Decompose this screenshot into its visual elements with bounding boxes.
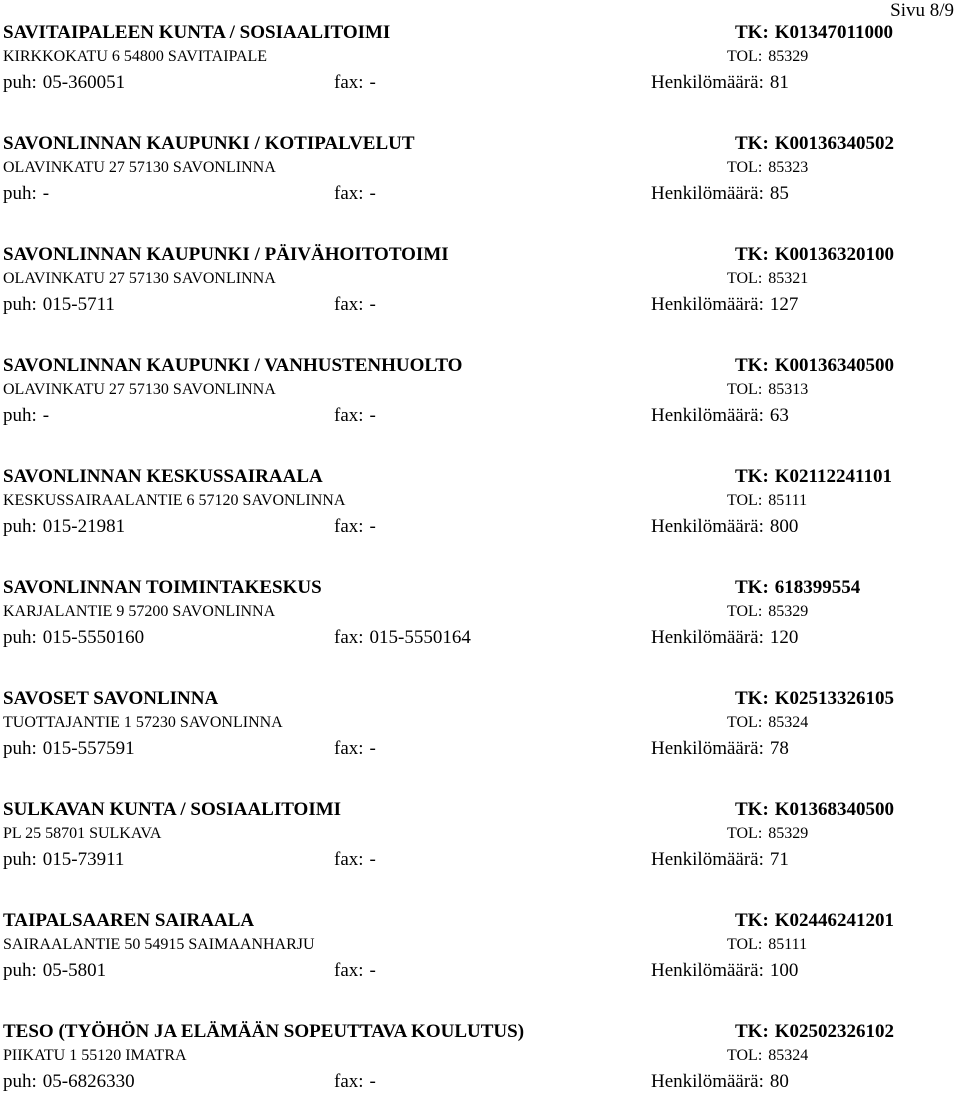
phone-label: puh: bbox=[3, 72, 37, 93]
tk-label: TK: bbox=[735, 466, 769, 487]
tol-field bbox=[727, 491, 807, 511]
address: OLAVINKATU 27 57130 SAVONLINNA bbox=[3, 159, 276, 176]
headcount-label: Henkilömäärä: bbox=[651, 1071, 764, 1092]
entry-address-line bbox=[3, 47, 809, 67]
entry-address-line bbox=[3, 1046, 809, 1066]
phone-label: puh: bbox=[3, 183, 37, 204]
fax-value: - bbox=[369, 516, 376, 537]
tol-value: 85329 bbox=[768, 825, 809, 842]
fax-label: fax: bbox=[334, 405, 364, 426]
headcount-value: 78 bbox=[769, 738, 789, 759]
tol-value: 85321 bbox=[768, 270, 809, 287]
headcount-label: Henkilömäärä: bbox=[651, 849, 764, 870]
headcount-value: 81 bbox=[769, 72, 789, 93]
organization-name: TESO (TYÖHÖN JA ELÄMÄÄN SOPEUTTAVA KOULUTUS) bbox=[3, 1021, 525, 1042]
fax-label: fax: bbox=[334, 738, 364, 759]
tol-field bbox=[727, 713, 808, 733]
tk-label: TK: bbox=[735, 133, 769, 154]
tk-label: TK: bbox=[735, 910, 769, 931]
headcount-field bbox=[651, 405, 789, 427]
fax-field bbox=[334, 960, 376, 982]
headcount-value: 120 bbox=[769, 627, 799, 648]
phone-field bbox=[3, 183, 49, 204]
entry-contact-line bbox=[3, 960, 799, 982]
address: TUOTTAJANTIE 1 57230 SAVONLINNA bbox=[3, 714, 283, 731]
entry-header-line bbox=[3, 799, 895, 821]
tol-field bbox=[727, 1046, 808, 1066]
tol-label: TOL: bbox=[727, 381, 763, 398]
fax-value: - bbox=[369, 738, 376, 759]
entry-contact-line bbox=[3, 516, 799, 538]
entry-contact-line bbox=[3, 627, 799, 649]
phone-label: puh: bbox=[3, 1071, 37, 1092]
headcount-field bbox=[651, 960, 798, 982]
fax-value: - bbox=[369, 72, 376, 93]
fax-label: fax: bbox=[334, 1071, 364, 1092]
headcount-value: 63 bbox=[769, 405, 789, 426]
directory-entry bbox=[3, 133, 953, 218]
fax-label: fax: bbox=[334, 72, 364, 93]
entry-contact-line bbox=[3, 294, 799, 316]
tk-label: TK: bbox=[735, 577, 769, 598]
tol-label: TOL: bbox=[727, 492, 763, 509]
directory-entry bbox=[3, 799, 953, 884]
fax-field bbox=[334, 72, 376, 94]
fax-value: - bbox=[369, 1071, 376, 1092]
tk-value: 618399554 bbox=[774, 577, 861, 598]
headcount-label: Henkilömäärä: bbox=[651, 516, 764, 537]
fax-value: - bbox=[369, 294, 376, 315]
headcount-label: Henkilömäärä: bbox=[651, 294, 764, 315]
entry-address-line bbox=[3, 713, 809, 733]
tol-field bbox=[727, 602, 808, 622]
tk-field bbox=[735, 22, 893, 44]
tol-field bbox=[727, 269, 808, 289]
tk-field bbox=[735, 244, 894, 266]
fax-value: - bbox=[369, 183, 376, 204]
organization-name: SAVONLINNAN KAUPUNKI / KOTIPALVELUT bbox=[3, 133, 415, 154]
phone-label: puh: bbox=[3, 960, 37, 981]
headcount-label: Henkilömäärä: bbox=[651, 183, 764, 204]
headcount-value: 71 bbox=[769, 849, 789, 870]
tk-field bbox=[735, 466, 892, 488]
fax-value: - bbox=[369, 405, 376, 426]
directory-entry bbox=[3, 355, 953, 440]
headcount-field bbox=[651, 183, 789, 205]
phone-label: puh: bbox=[3, 294, 37, 315]
organization-name: SAVITAIPALEEN KUNTA / SOSIAALITOIMI bbox=[3, 22, 391, 43]
entry-contact-line bbox=[3, 183, 789, 205]
directory-entry bbox=[3, 577, 953, 662]
phone-label: puh: bbox=[3, 627, 37, 648]
phone-value: - bbox=[42, 183, 50, 204]
headcount-label: Henkilömäärä: bbox=[651, 405, 764, 426]
directory-entry bbox=[3, 1021, 953, 1106]
headcount-label: Henkilömäärä: bbox=[651, 72, 764, 93]
entry-header-line bbox=[3, 355, 895, 377]
tol-label: TOL: bbox=[727, 1047, 763, 1064]
tk-field bbox=[735, 355, 894, 377]
fax-field bbox=[334, 516, 376, 538]
phone-value: 05-360051 bbox=[42, 72, 126, 93]
phone-label: puh: bbox=[3, 516, 37, 537]
headcount-label: Henkilömäärä: bbox=[651, 627, 764, 648]
tk-field bbox=[735, 133, 894, 155]
address: OLAVINKATU 27 57130 SAVONLINNA bbox=[3, 381, 276, 398]
entry-header-line bbox=[3, 577, 861, 599]
tol-label: TOL: bbox=[727, 159, 763, 176]
entry-address-line bbox=[3, 935, 808, 955]
phone-value: 015-5550160 bbox=[42, 627, 145, 648]
fax-field bbox=[334, 627, 471, 649]
phone-value: 015-73911 bbox=[42, 849, 125, 870]
tol-label: TOL: bbox=[727, 48, 763, 65]
tol-label: TOL: bbox=[727, 936, 763, 953]
organization-name: SAVONLINNAN KAUPUNKI / PÄIVÄHOITOTOIMI bbox=[3, 244, 449, 265]
directory-entry bbox=[3, 910, 953, 995]
headcount-field bbox=[651, 849, 789, 871]
fax-label: fax: bbox=[334, 960, 364, 981]
phone-value: 015-557591 bbox=[42, 738, 135, 759]
headcount-label: Henkilömäärä: bbox=[651, 960, 764, 981]
entry-address-line bbox=[3, 824, 809, 844]
tk-label: TK: bbox=[735, 244, 769, 265]
tk-value: K00136340500 bbox=[774, 355, 895, 376]
organization-name: SAVONLINNAN KESKUSSAIRAALA bbox=[3, 466, 323, 487]
address: PL 25 58701 SULKAVA bbox=[3, 825, 162, 842]
tol-value: 85111 bbox=[768, 492, 808, 509]
tk-value: K02446241201 bbox=[774, 910, 895, 931]
tk-value: K01368340500 bbox=[774, 799, 895, 820]
tk-label: TK: bbox=[735, 22, 769, 43]
entry-address-line bbox=[3, 158, 809, 178]
fax-value: - bbox=[369, 849, 376, 870]
directory-entry bbox=[3, 244, 953, 329]
headcount-value: 85 bbox=[769, 183, 789, 204]
entry-address-line bbox=[3, 602, 809, 622]
phone-value: 015-21981 bbox=[42, 516, 126, 537]
tk-label: TK: bbox=[735, 355, 769, 376]
tol-value: 85313 bbox=[768, 381, 809, 398]
address: KESKUSSAIRAALANTIE 6 57120 SAVONLINNA bbox=[3, 492, 346, 509]
entry-address-line bbox=[3, 380, 809, 400]
tol-value: 85324 bbox=[768, 1047, 809, 1064]
phone-field bbox=[3, 738, 135, 759]
tol-field bbox=[727, 824, 808, 844]
address: KIRKKOKATU 6 54800 SAVITAIPALE bbox=[3, 48, 268, 65]
tk-field bbox=[735, 688, 894, 710]
phone-field bbox=[3, 72, 125, 93]
tk-label: TK: bbox=[735, 1021, 769, 1042]
directory-entry bbox=[3, 688, 953, 773]
entry-header-line bbox=[3, 22, 894, 44]
tk-field bbox=[735, 1021, 894, 1043]
phone-value: 015-5711 bbox=[42, 294, 115, 315]
fax-field bbox=[334, 294, 376, 316]
entry-header-line bbox=[3, 133, 895, 155]
phone-field bbox=[3, 1071, 135, 1092]
headcount-field bbox=[651, 294, 798, 316]
tol-label: TOL: bbox=[727, 714, 763, 731]
tk-label: TK: bbox=[735, 688, 769, 709]
phone-field bbox=[3, 849, 124, 870]
entry-header-line bbox=[3, 910, 895, 932]
headcount-value: 800 bbox=[769, 516, 799, 537]
fax-field bbox=[334, 849, 376, 871]
tk-label: TK: bbox=[735, 799, 769, 820]
phone-value: - bbox=[42, 405, 50, 426]
headcount-field bbox=[651, 72, 789, 94]
organization-name: SAVONLINNAN KAUPUNKI / VANHUSTENHUOLTO bbox=[3, 355, 463, 376]
tol-field bbox=[727, 158, 808, 178]
headcount-field bbox=[651, 516, 798, 538]
organization-name: TAIPALSAAREN SAIRAALA bbox=[3, 910, 255, 931]
tk-value: K02502326102 bbox=[774, 1021, 895, 1042]
tol-value: 85329 bbox=[768, 603, 809, 620]
fax-value: 015-5550164 bbox=[369, 627, 471, 648]
tol-value: 85111 bbox=[768, 936, 808, 953]
entry-address-line bbox=[3, 269, 809, 289]
fax-label: fax: bbox=[334, 627, 364, 648]
headcount-value: 100 bbox=[769, 960, 799, 981]
tol-value: 85329 bbox=[768, 48, 809, 65]
tk-value: K01347011000 bbox=[774, 22, 894, 43]
page-number: Sivu 8/9 bbox=[890, 0, 954, 21]
tk-value: K02112241101 bbox=[774, 466, 892, 487]
headcount-field bbox=[651, 1071, 789, 1093]
entry-header-line bbox=[3, 1021, 895, 1043]
headcount-value: 80 bbox=[769, 1071, 789, 1092]
phone-label: puh: bbox=[3, 405, 37, 426]
phone-field bbox=[3, 627, 144, 648]
tol-label: TOL: bbox=[727, 603, 763, 620]
address: SAIRAALANTIE 50 54915 SAIMAANHARJU bbox=[3, 936, 315, 953]
organization-name: SULKAVAN KUNTA / SOSIAALITOIMI bbox=[3, 799, 342, 820]
headcount-field bbox=[651, 627, 798, 649]
phone-field bbox=[3, 516, 125, 537]
tol-field bbox=[727, 935, 807, 955]
entry-contact-line bbox=[3, 405, 789, 427]
phone-field bbox=[3, 960, 106, 981]
tk-field bbox=[735, 799, 894, 821]
fax-field bbox=[334, 1071, 376, 1093]
phone-field bbox=[3, 294, 115, 315]
entry-address-line bbox=[3, 491, 808, 511]
address: OLAVINKATU 27 57130 SAVONLINNA bbox=[3, 270, 276, 287]
headcount-value: 127 bbox=[769, 294, 799, 315]
phone-value: 05-5801 bbox=[42, 960, 107, 981]
entry-contact-line bbox=[3, 1071, 789, 1093]
fax-field bbox=[334, 405, 376, 427]
tk-field bbox=[735, 910, 894, 932]
entry-contact-line bbox=[3, 849, 789, 871]
tol-value: 85323 bbox=[768, 159, 809, 176]
fax-label: fax: bbox=[334, 294, 364, 315]
entry-contact-line bbox=[3, 738, 789, 760]
entry-contact-line bbox=[3, 72, 789, 94]
directory-entry bbox=[3, 466, 953, 551]
phone-label: puh: bbox=[3, 849, 37, 870]
fax-label: fax: bbox=[334, 516, 364, 537]
directory-entry bbox=[3, 22, 953, 107]
tk-value: K00136320100 bbox=[774, 244, 895, 265]
entry-header-line bbox=[3, 466, 892, 488]
fax-value: - bbox=[369, 960, 376, 981]
entry-header-line bbox=[3, 244, 895, 266]
phone-value: 05-6826330 bbox=[42, 1071, 135, 1092]
fax-field bbox=[334, 183, 376, 205]
entry-header-line bbox=[3, 688, 895, 710]
fax-field bbox=[334, 738, 376, 760]
address: PIIKATU 1 55120 IMATRA bbox=[3, 1047, 187, 1064]
address: KARJALANTIE 9 57200 SAVONLINNA bbox=[3, 603, 276, 620]
tk-value: K00136340502 bbox=[774, 133, 895, 154]
headcount-label: Henkilömäärä: bbox=[651, 738, 764, 759]
organization-name: SAVONLINNAN TOIMINTAKESKUS bbox=[3, 577, 322, 598]
tol-field bbox=[727, 47, 808, 67]
tol-label: TOL: bbox=[727, 825, 763, 842]
fax-label: fax: bbox=[334, 183, 364, 204]
tol-label: TOL: bbox=[727, 270, 763, 287]
phone-field bbox=[3, 405, 49, 426]
phone-label: puh: bbox=[3, 738, 37, 759]
organization-name: SAVOSET SAVONLINNA bbox=[3, 688, 219, 709]
fax-label: fax: bbox=[334, 849, 364, 870]
tk-field bbox=[735, 577, 860, 599]
tol-value: 85324 bbox=[768, 714, 809, 731]
headcount-field bbox=[651, 738, 789, 760]
tol-field bbox=[727, 380, 808, 400]
tk-value: K02513326105 bbox=[774, 688, 895, 709]
